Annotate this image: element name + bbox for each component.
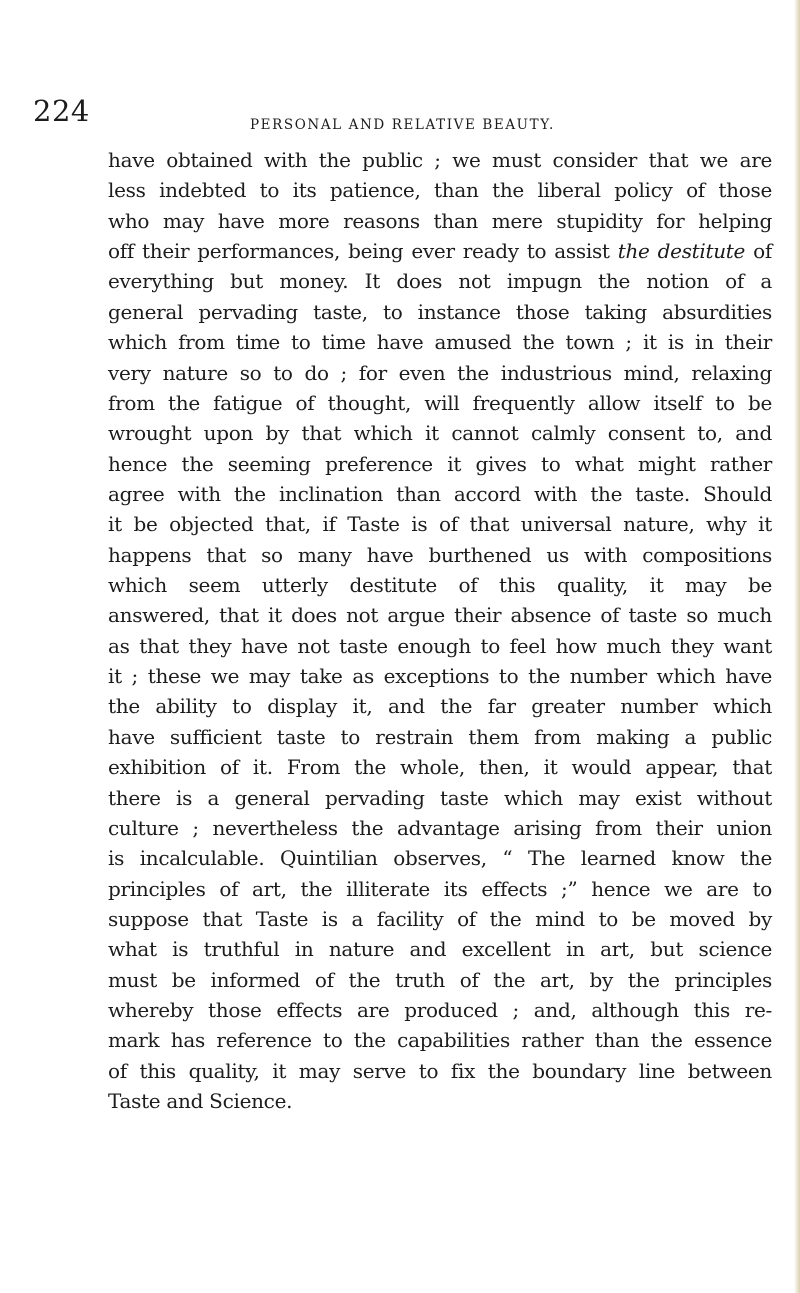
text-line: who may have more reasons than mere stupidity for helping — [108, 208, 772, 233]
text-line: hence the seeming preference it gives to what might rather — [108, 451, 772, 476]
text-line: it ; these we may take as exceptions to the number which have — [108, 664, 772, 689]
page-number: 224 — [33, 94, 90, 128]
text-line: is incalculable. Quintilian observes, “ The learned know the — [108, 846, 772, 871]
text-line: exhibition of it. From the whole, then, it would appear, that — [108, 755, 772, 780]
text-line: everything but money. It does not impugn the notion of a — [108, 269, 772, 294]
text-line: suppose that Taste is a facility of the mind to be moved by — [108, 906, 772, 931]
text-line: principles of art, the illiterate its effects ;” hence we are to — [108, 876, 772, 901]
text-line: must be informed of the truth of the art, by the principles — [108, 967, 772, 992]
text-line-with-italic — [108, 236, 772, 266]
text-line: which seem utterly destitute of this quality, it may be — [108, 573, 772, 598]
text-line: there is a general pervading taste which may exist without — [108, 785, 772, 810]
text-line: less indebted to its patience, than the liberal policy of those — [108, 178, 772, 203]
text-line: culture ; nevertheless the advantage arising from their union — [108, 815, 772, 840]
text-line: agree with the inclination than accord with the taste. Should — [108, 481, 772, 506]
text-line: of this quality, it may serve to fix the boundary line between — [108, 1058, 772, 1083]
text-line: have sufficient taste to restrain them from making a public — [108, 724, 772, 749]
text-line: as that they have not taste enough to feel how much they want — [108, 633, 772, 658]
text-line: happens that so many have burthened us with compositions — [108, 542, 772, 567]
text-line-end: of — [753, 239, 773, 264]
body-text — [108, 145, 772, 1117]
text-line: it be objected that, if Taste is of that universal nature, why it — [108, 512, 772, 537]
text-line: what is truthful in nature and excellent in art, but science — [108, 937, 772, 962]
text-line: mark has reference to the capabilities rather than the essence — [108, 1028, 772, 1053]
text-line: very nature so to do ; for even the industrious mind, relaxing — [108, 360, 772, 385]
text-line: from the fatigue of thought, will frequently allow itself to be — [108, 390, 772, 415]
running-head: PERSONAL AND RELATIVE BEAUTY. — [250, 117, 555, 133]
text-line: answered, that it does not argue their absence of taste so much — [108, 603, 772, 628]
text-line-final: Taste and Science. — [108, 1089, 293, 1114]
text-line: whereby those effects are produced ; and, although this re- — [108, 998, 772, 1023]
text-line: wrought upon by that which it cannot calmly consent to, and — [108, 421, 772, 446]
page-edge — [794, 0, 800, 1293]
text-line-start: off their performances, being ever ready to assist — [108, 239, 610, 264]
text-line: which from time to time have amused the town ; it is in their — [108, 330, 772, 355]
text-line: general pervading taste, to instance those taking absurdities — [108, 299, 772, 324]
text-line: the ability to display it, and the far greater number which — [108, 694, 772, 719]
text-line: have obtained with the public ; we must consider that we are — [108, 148, 772, 172]
italic-phrase: the destitute — [617, 239, 746, 264]
